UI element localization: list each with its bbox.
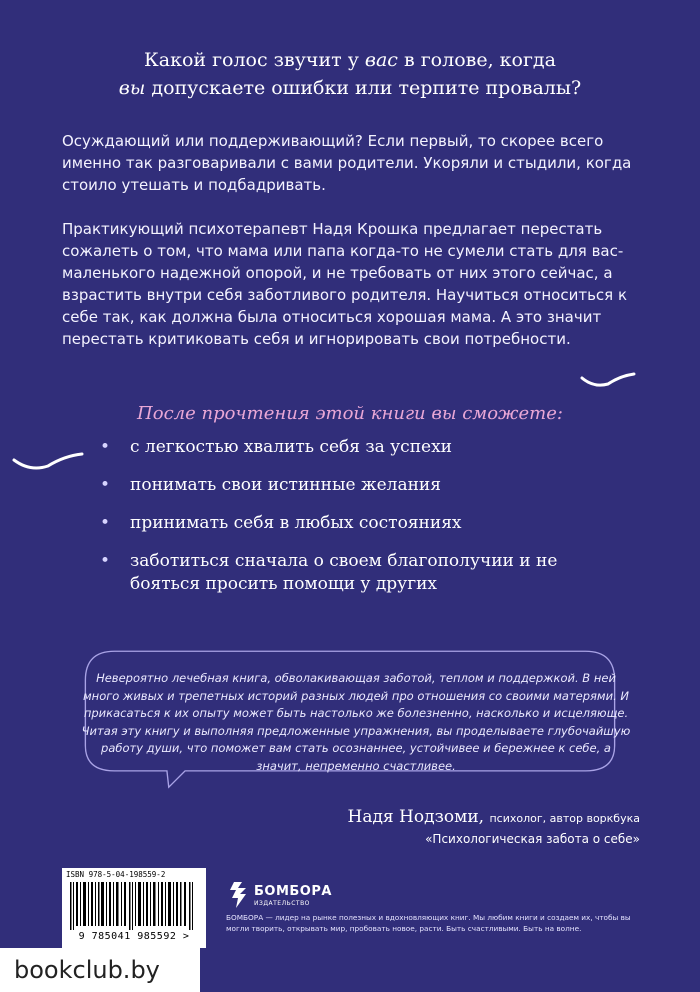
bullet-icon: • (100, 475, 111, 495)
list-item-text: принимать себя в любых состояниях (130, 513, 462, 533)
isbn-label: ISBN 978-5-04-198559-2 (66, 870, 166, 879)
benefits-heading: После прочтения этой книги вы сможете: (137, 403, 563, 424)
list-item (96, 550, 616, 596)
bullet-icon: • (100, 437, 111, 457)
headline-part: допускаете ошибки или терпите провалы? (145, 77, 582, 99)
publisher-logo-icon (228, 880, 252, 910)
list-item-text: с легкостью хвалить себя за успехи (130, 437, 453, 457)
publisher-subtitle: ИЗДАТЕЛЬСТВО (254, 900, 310, 907)
bird-icon (580, 372, 636, 392)
headline-part: Какой голос звучит у (144, 49, 365, 71)
quote-author (348, 807, 641, 827)
list-item (96, 512, 616, 535)
publisher-name: БОМБОРА (254, 884, 332, 899)
publisher-description: БОМБОРА — лидер на рынке полезных и вдохновляющих книг. Мы любим книги и создаем их, чтобы вы могли творить, открывать мир, пробовать новое, расти. Быть счастливыми. Быть на волне. (226, 913, 631, 933)
barcode-bars (70, 882, 198, 930)
barcode (62, 868, 206, 948)
list-item-text: заботиться сначала о своем благополучии и не бояться просить помощи у других (130, 551, 558, 594)
headline-emphasis: вас (364, 49, 398, 71)
author-name: Надя Нодзоми, (347, 807, 485, 827)
bullet-icon: • (100, 551, 111, 571)
author-role: психолог, автор воркбука (489, 812, 640, 825)
intro-paragraph: Осуждающий или поддерживающий? Если первый, то скорее всего именно так разговаривали с вами родители. Укоряли и стыдили, когда стоило утешать и подбадривать. (62, 132, 632, 194)
description-paragraph: Практикующий психотерапевт Надя Крошка предлагает перестать сожалеть о том, что мама или папа когда-то не сумели стать для вас-маленького надежной опорой, и не требовать от них этого сейчас, а взрастить внутри себя заботливого родителя. Научиться относиться к себе так, как должна была относиться хорошая мама. А это значит перестать критиковать себя и игнорировать свои потребности. (62, 220, 628, 348)
benefits-list (96, 436, 616, 611)
bullet-icon: • (100, 513, 111, 533)
headline-part: в голове, когда (397, 49, 556, 71)
author-book-title: «Психологическая забота о себе» (425, 832, 640, 846)
headline-emphasis: вы (118, 77, 146, 99)
list-item (96, 436, 616, 459)
watermark: bookclub.by (0, 948, 200, 992)
review-quote: Невероятно лечебная книга, обволакивающая заботой, теплом и поддержкой. В ней много живых и трепетных историй разных людей про отношения со своими матерями. И прикасаться к их опыту может быть настолько же болезненно, насколько и исцеляюще. Читая эту книгу и выполняя предложенные упражнения, вы проделываете глубочайшую работу души, что поможет вам стать осознаннее, устойчивее и бережнее к себе, а значит, непременно счастливее. (81, 671, 631, 773)
barcode-number: 9 785041 985592 > (78, 931, 190, 942)
list-item (96, 474, 616, 497)
list-item-text: понимать свои истинные желания (130, 475, 441, 495)
headline (60, 46, 640, 102)
bird-icon (12, 450, 84, 474)
